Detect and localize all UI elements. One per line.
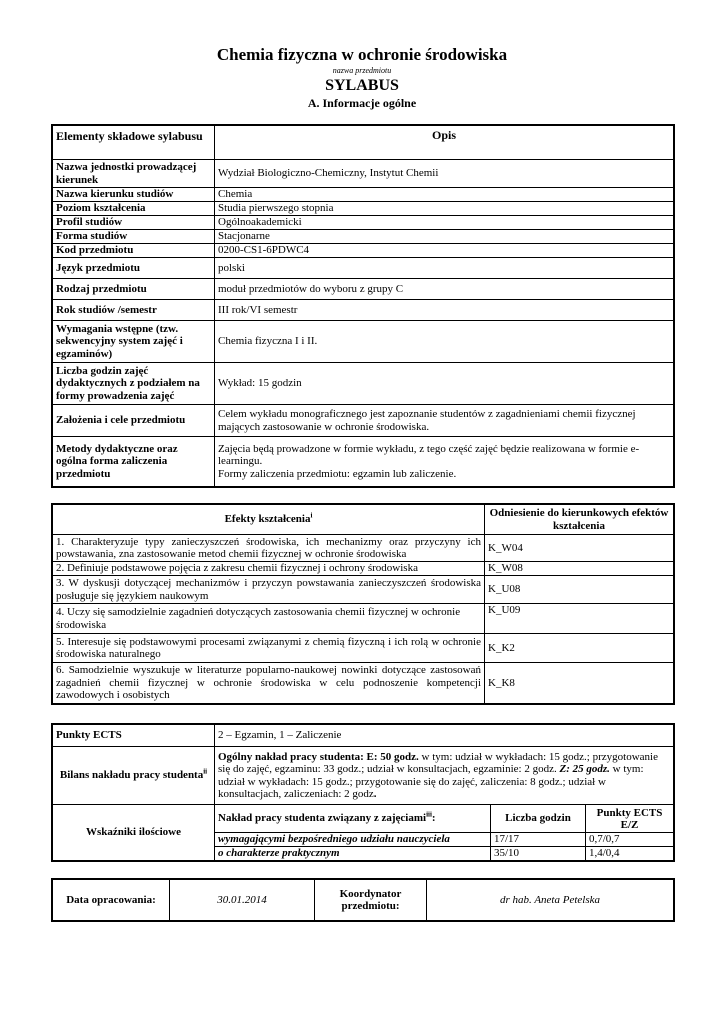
info-head-left: Elementy składowe sylabusu <box>53 126 215 160</box>
assessment-text: Formy zaliczenia przedmiotu: egzamin lub zaliczenie. <box>218 467 457 480</box>
effect-text: 6. Samodzielnie wyszukuje w literaturze popularno-naukowej nowinki dotyczące zastosowań zagadnień chemii fizycznej w ochronie środowiska w celu podnoszenie kompetencji zawodowych i osobistych <box>53 663 485 704</box>
table-row <box>53 634 674 663</box>
row-label: Metody dydaktyczne oraz ogólna forma zaliczenia przedmiotu <box>53 437 215 487</box>
table-row <box>53 604 674 634</box>
table-row <box>53 216 674 230</box>
row-value: Wykład: 15 godzin <box>215 363 674 405</box>
bilans-label <box>53 747 215 805</box>
workload-hours: 35/10 <box>491 847 586 861</box>
row-value: Chemia fizyczna I i II. <box>215 321 674 363</box>
coordinator-value: dr hab. Aneta Petelska <box>427 880 674 921</box>
row-label: Wymagania wstępne (tzw. sekwencyjny system zajęć i egzaminów) <box>53 321 215 363</box>
row-label: Nazwa kierunku studiów <box>53 188 215 202</box>
footnote-marker: iii <box>426 810 432 819</box>
course-title-caption: nazwa przedmiotu <box>332 66 392 75</box>
effect-ref: K_W04 <box>485 535 674 562</box>
bilans-total-e: Ogólny nakład pracy studenta: E: 50 godz. <box>218 750 419 763</box>
row-value: moduł przedmiotów do wyboru z grupy C <box>215 279 674 300</box>
row-value: III rok/VI semestr <box>215 300 674 321</box>
table-row <box>53 747 674 805</box>
row-label: Liczba godzin zajęć dydaktycznych z podziałem na formy prowadzenia zajęć <box>53 363 215 405</box>
effects-table <box>52 504 674 704</box>
row-label: Nazwa jednostki prowadzącej kierunek <box>53 160 215 188</box>
effects-head-left <box>53 505 485 535</box>
effect-ref: K_U08 <box>485 576 674 604</box>
effect-ref: K_U09 <box>485 604 674 634</box>
effect-ref: K_K2 <box>485 634 674 663</box>
coordinator-label: Koordynator przedmiotu: <box>315 880 427 921</box>
table-row <box>53 258 674 279</box>
table-row <box>53 202 674 216</box>
table-row <box>53 535 674 562</box>
workload-hours: 17/17 <box>491 833 586 847</box>
row-value <box>215 437 674 487</box>
wskazniki-label: Wskaźniki ilościowe <box>53 805 215 861</box>
course-title: Chemia fizyczna w ochronie środowiska <box>216 45 508 64</box>
ects-value: 2 – Egzamin, 1 – Zaliczenie <box>215 725 674 747</box>
footnote-marker: ii <box>203 767 208 776</box>
table-row <box>53 321 674 363</box>
ects-table <box>52 724 674 861</box>
effect-ref: K_K8 <box>485 663 674 704</box>
info-table-header <box>53 126 674 160</box>
hours-label: Liczba godzin <box>491 805 586 833</box>
section-heading: A. Informacje ogólne <box>307 96 417 110</box>
row-label: Kod przedmiotu <box>53 244 215 258</box>
workload-label: wymagającymi bezpośredniego udziału nauczyciela <box>215 833 491 847</box>
naklad-label-text: Nakład pracy studenta związany z zajęciami <box>218 812 427 825</box>
workload-points: 1,4/0,4 <box>586 847 674 861</box>
effects-head-left-text: Efekty kształcenia <box>224 513 311 526</box>
table-row <box>53 244 674 258</box>
table-row <box>53 279 674 300</box>
bilans-detail-e: w tym: udział w wykładach: 15 godz.; przygotowanie się do zajęć, egzaminu: 33 godz.; udział w konsultacjach, egzaminie: 2 godz. <box>218 750 658 775</box>
methods-text: Zajęcia będą prowadzone w formie wykładu, z tego część zajęć będzie realizowana w formie e-learningu. <box>218 442 640 468</box>
row-value: polski <box>215 258 674 279</box>
bilans-total-z: Z: 25 godz. <box>559 763 610 775</box>
workload-label: o charakterze praktycznym <box>215 847 491 861</box>
effect-text: 3. W dyskusji dotyczącej mechanizmów i przyczyn powstawania zanieczyszczeń środowiska posługuje się językiem naukowym <box>53 576 485 604</box>
bilans-label-text: Bilans nakładu pracy studenta <box>59 769 204 782</box>
effect-ref: K_W08 <box>485 562 674 576</box>
row-value: Stacjonarne <box>215 230 674 244</box>
table-row <box>53 576 674 604</box>
effect-text: 2. Definiuje podstawowe pojęcia z zakresu chemii fizycznej i ochrony środowiska <box>53 562 485 576</box>
row-value: Studia pierwszego stopnia <box>215 202 674 216</box>
points-label: Punkty ECTS E/Z <box>586 805 674 833</box>
workload-points: 0,7/0,7 <box>586 833 674 847</box>
table-row <box>53 437 674 487</box>
document-heading: SYLABUS <box>325 77 399 94</box>
row-label: Rodzaj przedmiotu <box>53 279 215 300</box>
info-head-right: Opis <box>215 126 674 160</box>
footer-table <box>52 879 674 921</box>
table-row <box>53 300 674 321</box>
row-label: Język przedmiotu <box>53 258 215 279</box>
row-value: Wydział Biologiczno-Chemiczny, Instytut Chemii <box>215 160 674 188</box>
bilans-detail-z: w tym: udział w wykładach: 15 godz.; przygotowanie się do zajęć, zaliczenia: 8 godz.; udział w konsultacjach, zaliczeniach: 2 godz <box>218 763 644 800</box>
date-label: Data opracowania: <box>53 880 170 921</box>
table-row <box>53 230 674 244</box>
table-row <box>53 405 674 437</box>
naklad-label <box>215 805 491 833</box>
effect-text: 4. Uczy się samodzielnie zagadnień dotyczących zastosowania chemii fizycznej w ochronie środowiska <box>53 604 485 634</box>
row-label: Rok studiów /semestr <box>53 300 215 321</box>
effects-table-header <box>53 505 674 535</box>
row-label: Założenia i cele przedmiotu <box>53 405 215 437</box>
row-label: Poziom kształcenia <box>53 202 215 216</box>
row-value: Ogólnoakademicki <box>215 216 674 230</box>
footnote-marker: i <box>310 511 313 520</box>
table-row <box>53 188 674 202</box>
ects-label: Punkty ECTS <box>53 725 215 747</box>
row-label: Forma studiów <box>53 230 215 244</box>
row-value: Celem wykładu monograficznego jest zapoznanie studentów z zagadnieniami chemii fizycznej mających zastosowanie w ochronie środowiska. <box>215 405 674 437</box>
table-row <box>53 725 674 747</box>
table-row <box>53 160 674 188</box>
bilans-value <box>215 747 674 805</box>
effect-text: 1. Charakteryzuje typy zanieczyszczeń środowiska, ich mechanizmy oraz przyczyny ich powstawania, zna zastosowanie metod chemii fizycznej w ochronie środowiska <box>53 535 485 562</box>
table-row <box>53 805 674 833</box>
row-value: Chemia <box>215 188 674 202</box>
info-table <box>52 125 674 487</box>
row-value: 0200-CS1-6PDWC4 <box>215 244 674 258</box>
table-row <box>53 562 674 576</box>
row-label: Profil studiów <box>53 216 215 230</box>
table-row <box>53 663 674 704</box>
table-row <box>53 880 674 921</box>
bilans-end: . <box>373 788 377 800</box>
effects-head-right: Odniesienie do kierunkowych efektów kształcenia <box>485 505 674 535</box>
effect-text: 5. Interesuje się podstawowymi procesami związanymi z chemią fizyczną i ich rolą w ochronie środowiska naturalnego <box>53 634 485 663</box>
date-value: 30.01.2014 <box>170 880 315 921</box>
table-row <box>53 363 674 405</box>
naklad-colon: : <box>431 812 436 825</box>
